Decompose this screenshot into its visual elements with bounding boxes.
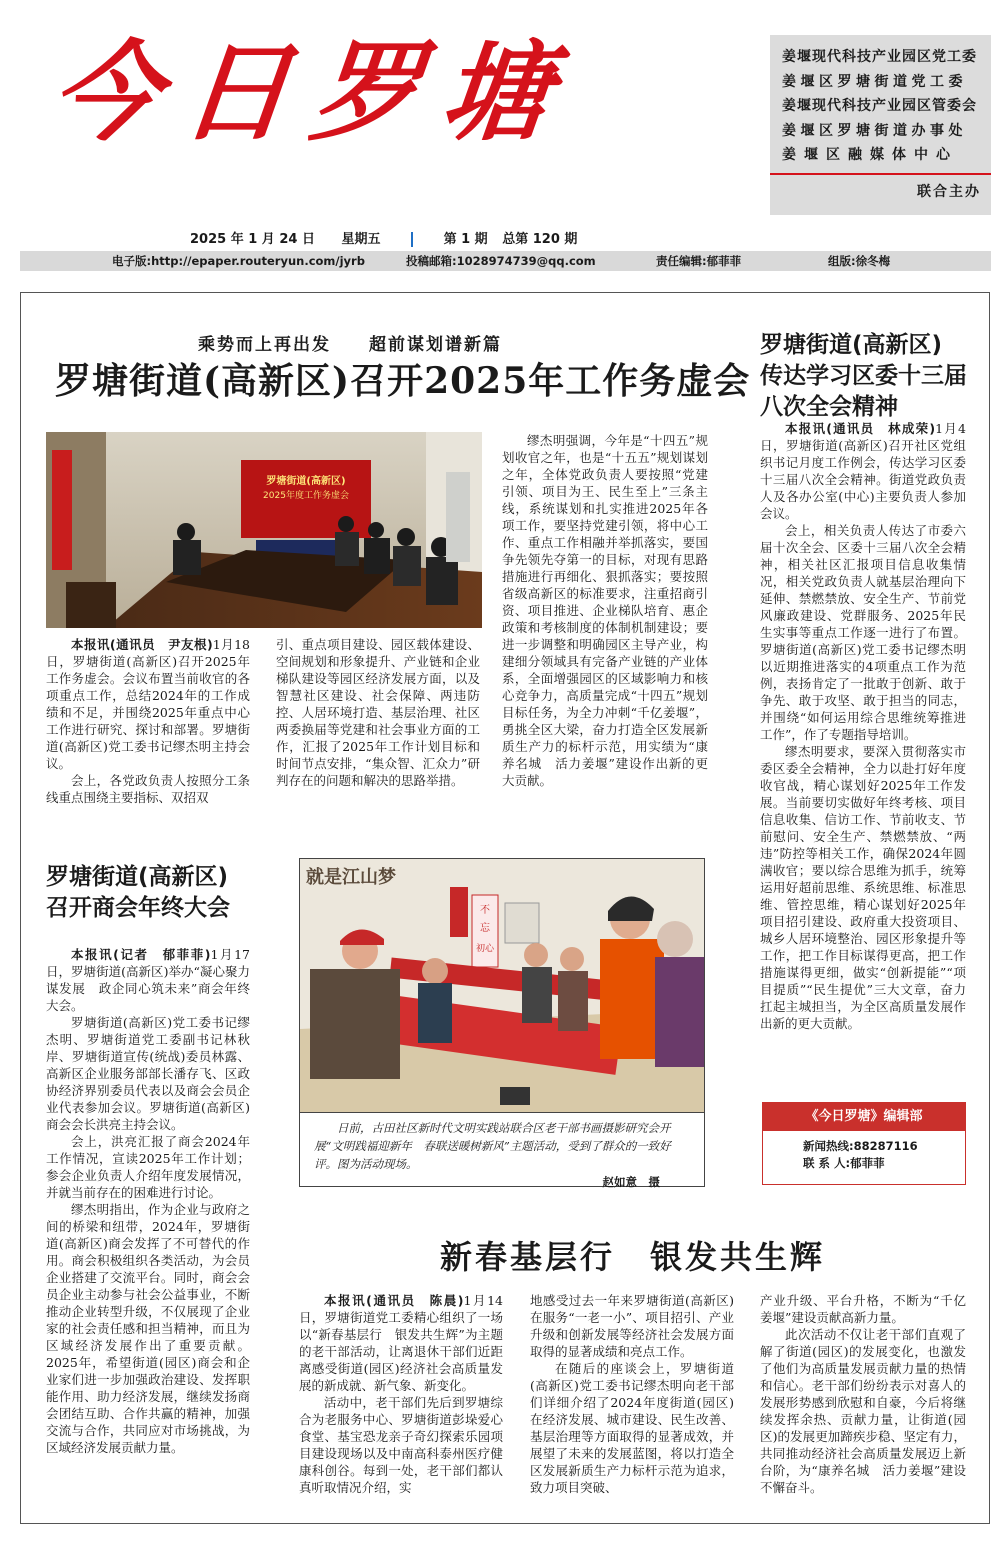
- article4-headline: 新春基层行 银发共生辉: [440, 1238, 826, 1276]
- organizers-list: [782, 45, 987, 168]
- article2-headline: [760, 330, 967, 423]
- article2-headline-line: 传达学习区委十三届: [760, 363, 967, 389]
- editorial-box: [762, 1102, 966, 1185]
- article2-byline: 本报讯(通讯员 林成荣): [785, 421, 936, 436]
- article1-paragraph: 缪杰明强调，今年是“十四五”规划收官之年，也是“十五五”规划谋划之年，全体党政负责人要按照“党建引领、项目为王、民生至上”三条主线，系统谋划和扎实推进2025年各项工作，要坚持党建引领，将中心工作、重点工作相融并举抓落实，要国争先领先夺第一的目标，对现有思路措施进行再细化、狠抓落实；要按照省级高新区的标准要求，注重招商引资、项目推进、企业梯队培育、惠企政策和考核制度的体制机制建设；要进一步调整和明确园区主导产业，构建细分领域具有完备产业链的产业体系，全面增强园区的区域影响力和核心竞争力，高质量完成“十四五”规划目标任务，为全力冲刺“千亿姜堰”，勇挑全区大梁，奋力打造全区发展新质生产力的标杆示范，用实绩为“康养名城 活力姜堰”建设作出新的更大贡献。: [502, 433, 708, 788]
- organizer-item: 姜堰区融媒体中心: [782, 147, 958, 163]
- responsible-editor: 责任编辑:郁菲菲: [656, 254, 742, 268]
- article1-byline: 本报讯(通讯员 尹友根): [71, 637, 213, 652]
- article4-column1: [299, 1292, 503, 1514]
- article3-body: [46, 946, 250, 1516]
- article2-paragraph: 缪杰明要求，要深入贯彻落实市委区委全会精神，全力以赴打好年度收官战，精心谋划好2025年工作发展。当前要切实做好年终考核、项目信息收集、信访工作、节前收支、节前慰问、安全生产、禁燃禁放、“两违”防控等相关工作，确保2024年圆满收官；要以综合思维为抓手，统筹运用好超前思维、系统思维、标准思维、管控思维，精心谋划好2025年项目招引建设、政府重大投资项目、城乡人居环境整治、园区形象提升等工作，把工作目标谋得更高，把工作措施谋得更细，做实“创新提能”“项目提质”“民生提优”三大文章，奋力扛起主城担当，为全区高质量发展作出新的更大贡献。: [760, 744, 966, 1031]
- organizers-divider: [770, 173, 991, 175]
- article2-body: [760, 420, 966, 1086]
- article3-paragraph: 会上，洪亮汇报了商会2024年工作情况，宣读2025年工作计划；参会企业负责人介绍年度发展情况，并就当前存在的困难进行讨论。: [46, 1134, 250, 1200]
- photo-sign1: 不: [480, 905, 490, 916]
- article1-paragraph: 引、重点项目建设、园区载体建设、空间规划和形象提升、产业链和企业梯队建设等园区经济发展方面，以及智慧社区建设、社会保障、两违防控、人居环境打造、基层治理、社区两委换届等党建和社会事业方面的工作，汇报了2025年工作计划目标和时间节点安排，“集众智、汇众力”研判存在的问题和解决的思路举措。: [276, 637, 480, 788]
- info-bar: [20, 251, 991, 271]
- photo-banner-line2: 2025年度工作务虚会: [263, 491, 349, 501]
- photo-wall-text: 就是江山梦: [306, 867, 396, 888]
- organizer-item: 姜堰区罗塘街道党工委: [782, 73, 967, 90]
- organizer-item: 姜堰现代科技产业园区管委会: [782, 98, 977, 114]
- article4-paragraph: 产业升级、平台升格，不断为“千亿姜堰”建设贡献高新力量。: [760, 1293, 966, 1325]
- article4-paragraph: 在随后的座谈会上，罗塘街道(高新区)党工委书记缪杰明向老干部们详细介绍了2024年度街道(园区)在经济发展、城市建设、民生改善、基层治理等方面取得的显著成效，并展望了未来的发展蓝图，将以打造全区发展新质生产力标杆示范为追求，致力项目突破、: [530, 1361, 734, 1495]
- submission-email[interactable]: 投稿邮箱:1028974739@qq.com: [406, 254, 596, 268]
- issue-number: 第 1 期: [443, 232, 488, 247]
- article4-paragraph: 地感受过去一年来罗塘街道(高新区)在服务“一老一小”、项目招引、产业升级和创新发展等经济社会发展方面取得的显著成绩和亮点工作。: [530, 1293, 734, 1359]
- article4-paragraph: 活动中，老干部们先后到罗塘综合为老服务中心、罗塘街道彭垛爱心食堂、基宝恐龙亲子奇幻探索乐园项目建设现场以及中南高科泰州医疗健康科创谷。每到一处，老干部们都认真听取情况介绍，实: [299, 1395, 503, 1495]
- photo-credit: 赵如意 摄: [602, 1175, 660, 1189]
- calligraphy-event-photo: [299, 858, 705, 1113]
- masthead-title: 今日罗塘: [45, 31, 579, 156]
- photo-caption-text: 日前，古田社区新时代文明实践站联合区老干部书画摄影研究会开展“文明践福迎新年 春联送暖树新风”主题活动，受到了群众的一致好评。图为活动现场。: [314, 1121, 671, 1171]
- organizer-item: 姜堰现代科技产业园区党工委: [782, 49, 977, 65]
- meeting-photo: [46, 432, 482, 628]
- contact-person: 联 系 人:郁菲菲: [803, 1156, 885, 1170]
- dateline: [190, 228, 599, 247]
- photo-caption: [299, 1113, 705, 1187]
- article1-subtitle: 乘势而上再出发 超前谋划谱新篇: [198, 335, 502, 355]
- article2-headline-line: 八次全会精神: [760, 394, 898, 420]
- photo-sign3: 初心: [475, 944, 495, 954]
- photo-sign2: 忘: [480, 923, 490, 934]
- article4-byline: 本报讯(通讯员 陈晨): [324, 1293, 464, 1308]
- article2-paragraph: 1月4日，罗塘街道(高新区)召开社区党组织书记月度工作例会，传达学习区委十三届八次全会精神。街道党政负责人及各办公室(中心)主要负责人参加会议。: [760, 421, 966, 521]
- layout-editor: 组版:徐冬梅: [828, 254, 891, 268]
- article4-column3: [760, 1292, 966, 1514]
- epaper-link[interactable]: 电子版:http://epaper.routeryun.com/jyrb: [112, 254, 365, 268]
- article1-column3: [502, 432, 708, 810]
- article2-headline-line: 罗塘街道(高新区): [760, 332, 943, 358]
- article3-paragraph: 罗塘街道(高新区)党工委书记缪杰明、罗塘街道党工委副书记林秋岸、罗塘街道宣传(统战)委员林露、高新区企业服务部部长潘存飞、区政协经济界别委员代表以及商会会员企业代表参加会议。罗塘街道(高新区)商会会长洪亮主持会议。: [46, 1015, 250, 1132]
- article1-column2: [276, 636, 480, 806]
- dateline-divider: [411, 232, 413, 247]
- article4-column2: [530, 1292, 734, 1514]
- article2-paragraph: 会上，相关负责人传达了市委六届十次全会、区委十三届八次全会精神，相关社区汇报项目信息收集情况，相关党政负责人就基层治理向下延伸、禁燃禁放、安全生产、节前党风廉政建设、党群服务、2025年民生实事等重点工作逐一进行了布置。罗塘街道(高新区)党工委书记缪杰明以近期推进落实的4项重点工作为范例，表扬肯定了一批敢于创新、敢于争先、敢于攻坚、敢于担当的同志，并围绕“如何运用综合思维统筹推进工作”，作了专题指导培训。: [760, 523, 966, 742]
- joint-sponsor-label: 联合主办: [917, 184, 981, 200]
- editorial-title: 《今日罗塘》编辑部: [763, 1103, 965, 1131]
- article1-headline: 罗塘街道(高新区)召开2025年工作务虚会: [55, 360, 751, 402]
- article1-paragraph: 会上，各党政负责人按照分工条线重点围绕主要指标、双招双: [46, 773, 250, 805]
- article1-paragraph: 1月18日，罗塘街道(高新区)召开2025年工作务虚会。会议布置当前收官的各项重点工作，总结2024年的工作成绩和不足，并围绕2025年重点中心工作进行研究、探讨和部署。罗塘街道(高新区)党工委书记缪杰明主持会议。: [46, 637, 250, 771]
- article3-headline-line: 罗塘街道(高新区): [46, 864, 229, 890]
- article3-paragraph: 1月17日，罗塘街道(高新区)举办“凝心聚力谋发展 政企同心筑未来”商会年终大会。: [46, 947, 250, 1013]
- article1-column1: [46, 636, 250, 806]
- issue-date: 2025 年 1 月 24 日: [190, 232, 315, 247]
- article3-byline: 本报讯(记者 郁菲菲): [71, 947, 211, 962]
- article3-headline: [46, 862, 230, 924]
- article4-paragraph: 此次活动不仅让老干部们直观了解了街道(园区)的发展变化，也激发了他们为高质量发展贡献力量的热情和信心。老干部们纷纷表示对喜人的发展形势感到欣慰和自豪，今后将继续发挥余热、贡献力量，让街道(园区)的发展更加蹄疾步稳、坚定有力，共同推动经济社会高质量发展迈上新台阶，为“康养名城 活力姜堰”建设不懈奋斗。: [760, 1327, 966, 1495]
- organizer-item: 姜堰区罗塘街道办事处: [782, 122, 967, 139]
- article4-paragraph: 1月14日，罗塘街道党工委精心组织了一场以“新春基层行 银发共生辉”为主题的老干部活动，让离退休干部们近距离感受街道(园区)经济社会高质量发展的新成就、新气象、新变化。: [299, 1293, 503, 1393]
- news-hotline: 新闻热线:88287116: [803, 1139, 918, 1153]
- article3-headline-line: 召开商会年终大会: [46, 895, 230, 921]
- issue-total: 总第 120 期: [502, 232, 578, 247]
- issue-weekday: 星期五: [341, 232, 381, 247]
- article3-paragraph: 缪杰明指出，作为企业与政府之间的桥梁和纽带，2024年，罗塘街道(高新区)商会发挥了不可替代的作用。商会积极组织各类活动，为会员企业搭建了交流平台。同时，商会会员企业主动参与社会公益事业，不断推动企业转型升级，不仅展现了企业家的社会责任感和担当精神，而且为区域经济发展作出了重要贡献。2025年，希望街道(园区)商会和企业家们进一步加强政治建设、发挥职能作用、助力经济发展，继续发扬商会团结互助、合作共赢的精神，加强交流与合作，共同应对市场挑战，为区域经济发展贡献力量。: [46, 1202, 250, 1455]
- photo-banner-line1: 罗塘街道(高新区): [266, 476, 346, 487]
- organizers-box: [770, 35, 991, 215]
